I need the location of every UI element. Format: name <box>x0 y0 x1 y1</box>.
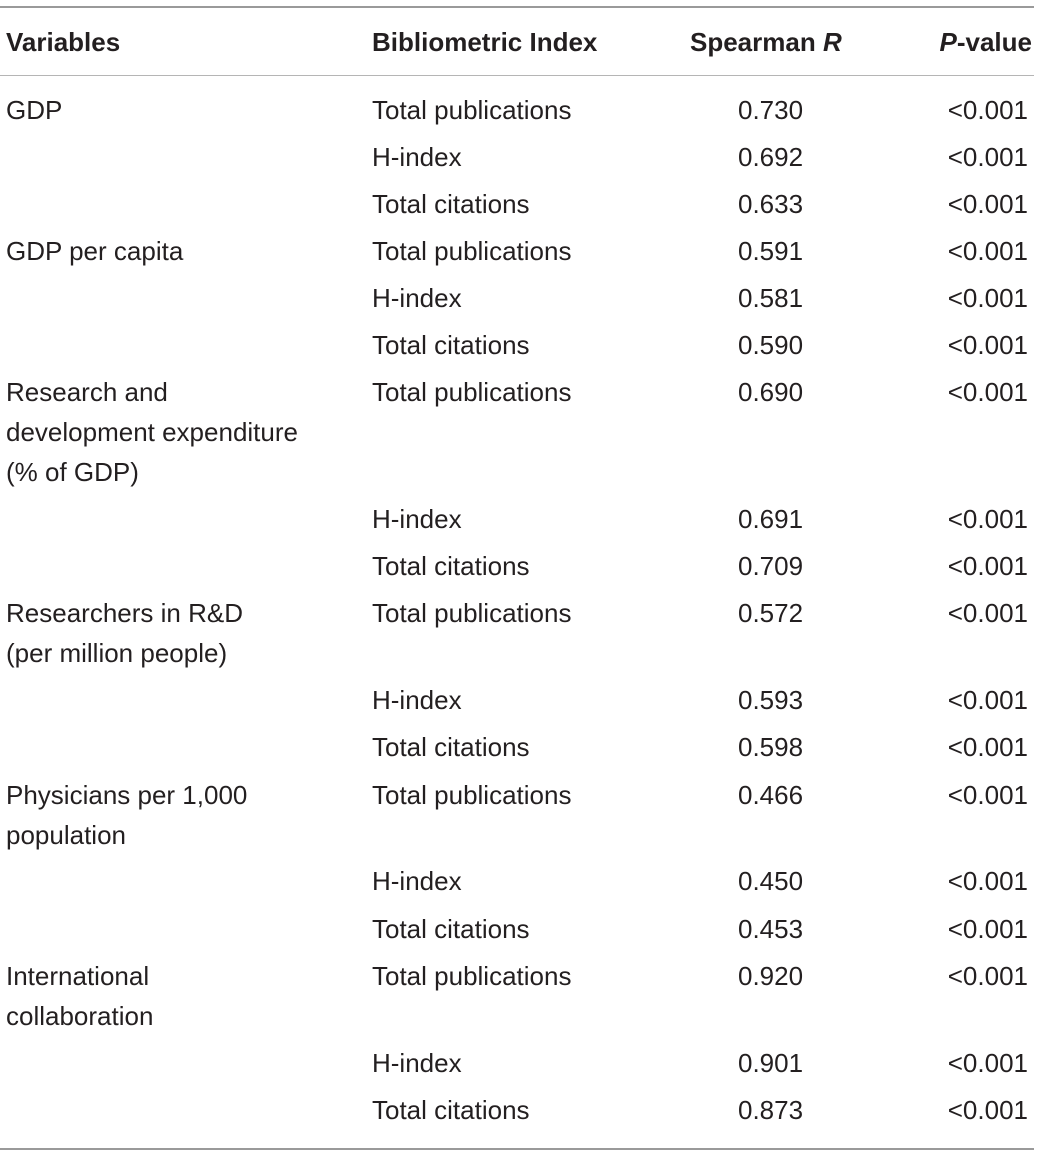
cell-bibliometric-index: Total citations <box>372 1095 530 1125</box>
table-row <box>0 909 1034 949</box>
table-row <box>0 546 1034 586</box>
cell-p-value: <0.001 <box>947 598 1028 628</box>
cell-variable: GDP <box>6 95 63 125</box>
cell-p-value: <0.001 <box>947 914 1028 944</box>
table-row <box>0 499 1034 539</box>
cell-p-value: <0.001 <box>947 142 1028 172</box>
cell-spearman-r: 0.450 <box>738 866 804 896</box>
cell-bibliometric-index: Total publications <box>372 95 572 125</box>
cell-p-value: <0.001 <box>947 1095 1028 1125</box>
cell-bibliometric-index: Total publications <box>372 236 572 266</box>
cell-bibliometric-index: Total citations <box>372 914 530 944</box>
cell-variable: GDP per capita <box>6 236 184 266</box>
header-bibliometric-index: Bibliometric Index <box>372 27 598 57</box>
cell-spearman-r: 0.690 <box>738 377 804 407</box>
cell-p-value: <0.001 <box>947 236 1028 266</box>
cell-variable: Research and development expenditure (% of GDP) <box>6 377 298 487</box>
table-header-rule <box>0 75 1034 76</box>
cell-spearman-r: 0.633 <box>738 189 804 219</box>
cell-spearman-r: 0.591 <box>738 236 804 266</box>
cell-spearman-r: 0.730 <box>738 95 804 125</box>
cell-spearman-r: 0.466 <box>738 780 804 810</box>
cell-bibliometric-index: H-index <box>372 142 462 172</box>
cell-p-value: <0.001 <box>947 551 1028 581</box>
cell-spearman-r: 0.873 <box>738 1095 804 1125</box>
header-variables: Variables <box>6 27 121 57</box>
header-spearman-prefix: Spearman <box>690 27 823 57</box>
table-top-rule <box>0 6 1034 8</box>
cell-spearman-r: 0.901 <box>738 1048 804 1078</box>
cell-bibliometric-index: Total publications <box>372 780 572 810</box>
cell-p-value: <0.001 <box>947 732 1028 762</box>
table-row <box>0 775 1034 850</box>
cell-spearman-r: 0.572 <box>738 598 804 628</box>
cell-p-value: <0.001 <box>947 1048 1028 1078</box>
cell-p-value: <0.001 <box>947 685 1028 715</box>
table-row <box>0 325 1034 365</box>
table-row <box>0 184 1034 224</box>
table-row <box>0 593 1034 668</box>
table-row <box>0 278 1034 318</box>
cell-spearman-r: 0.593 <box>738 685 804 715</box>
table-row <box>0 956 1034 1031</box>
cell-bibliometric-index: Total publications <box>372 598 572 628</box>
table-row <box>0 727 1034 767</box>
header-spearman-r <box>690 22 842 62</box>
table-row <box>0 1043 1034 1083</box>
table-body <box>0 90 1034 1140</box>
cell-spearman-r: 0.692 <box>738 142 804 172</box>
cell-spearman-r: 0.598 <box>738 732 804 762</box>
cell-spearman-r: 0.920 <box>738 961 804 991</box>
header-p-value <box>880 22 1032 62</box>
cell-spearman-r: 0.709 <box>738 551 804 581</box>
cell-bibliometric-index: H-index <box>372 504 462 534</box>
cell-spearman-r: 0.590 <box>738 330 804 360</box>
table-row <box>0 372 1034 487</box>
cell-variable: International collaboration <box>6 961 154 1031</box>
cell-bibliometric-index: Total publications <box>372 377 572 407</box>
cell-bibliometric-index: Total citations <box>372 732 530 762</box>
header-spearman-italic: R <box>822 27 842 57</box>
cell-spearman-r: 0.453 <box>738 914 804 944</box>
header-p-suffix: -value <box>956 27 1032 57</box>
cell-p-value: <0.001 <box>947 283 1028 313</box>
cell-p-value: <0.001 <box>947 866 1028 896</box>
cell-bibliometric-index: H-index <box>372 866 462 896</box>
cell-bibliometric-index: Total citations <box>372 330 530 360</box>
cell-bibliometric-index: H-index <box>372 283 462 313</box>
cell-bibliometric-index: H-index <box>372 685 462 715</box>
table-row <box>0 861 1034 901</box>
cell-bibliometric-index: Total citations <box>372 551 530 581</box>
cell-p-value: <0.001 <box>947 504 1028 534</box>
cell-variable: Researchers in R&D (per million people) <box>6 598 243 668</box>
cell-p-value: <0.001 <box>947 961 1028 991</box>
cell-p-value: <0.001 <box>947 189 1028 219</box>
cell-bibliometric-index: Total citations <box>372 189 530 219</box>
table-row <box>0 137 1034 177</box>
cell-p-value: <0.001 <box>947 377 1028 407</box>
cell-bibliometric-index: Total publications <box>372 961 572 991</box>
cell-p-value: <0.001 <box>947 330 1028 360</box>
table-bottom-rule <box>0 1148 1034 1150</box>
table-row <box>0 90 1034 130</box>
header-p-italic: P <box>939 27 957 57</box>
table-row <box>0 231 1034 271</box>
table-row <box>0 680 1034 720</box>
cell-bibliometric-index: H-index <box>372 1048 462 1078</box>
table-row <box>0 1090 1034 1130</box>
cell-spearman-r: 0.581 <box>738 283 804 313</box>
table-header-row <box>0 22 1034 62</box>
cell-variable: Physicians per 1,000 population <box>6 780 248 850</box>
cell-p-value: <0.001 <box>947 780 1028 810</box>
cell-p-value: <0.001 <box>947 95 1028 125</box>
cell-spearman-r: 0.691 <box>738 504 804 534</box>
